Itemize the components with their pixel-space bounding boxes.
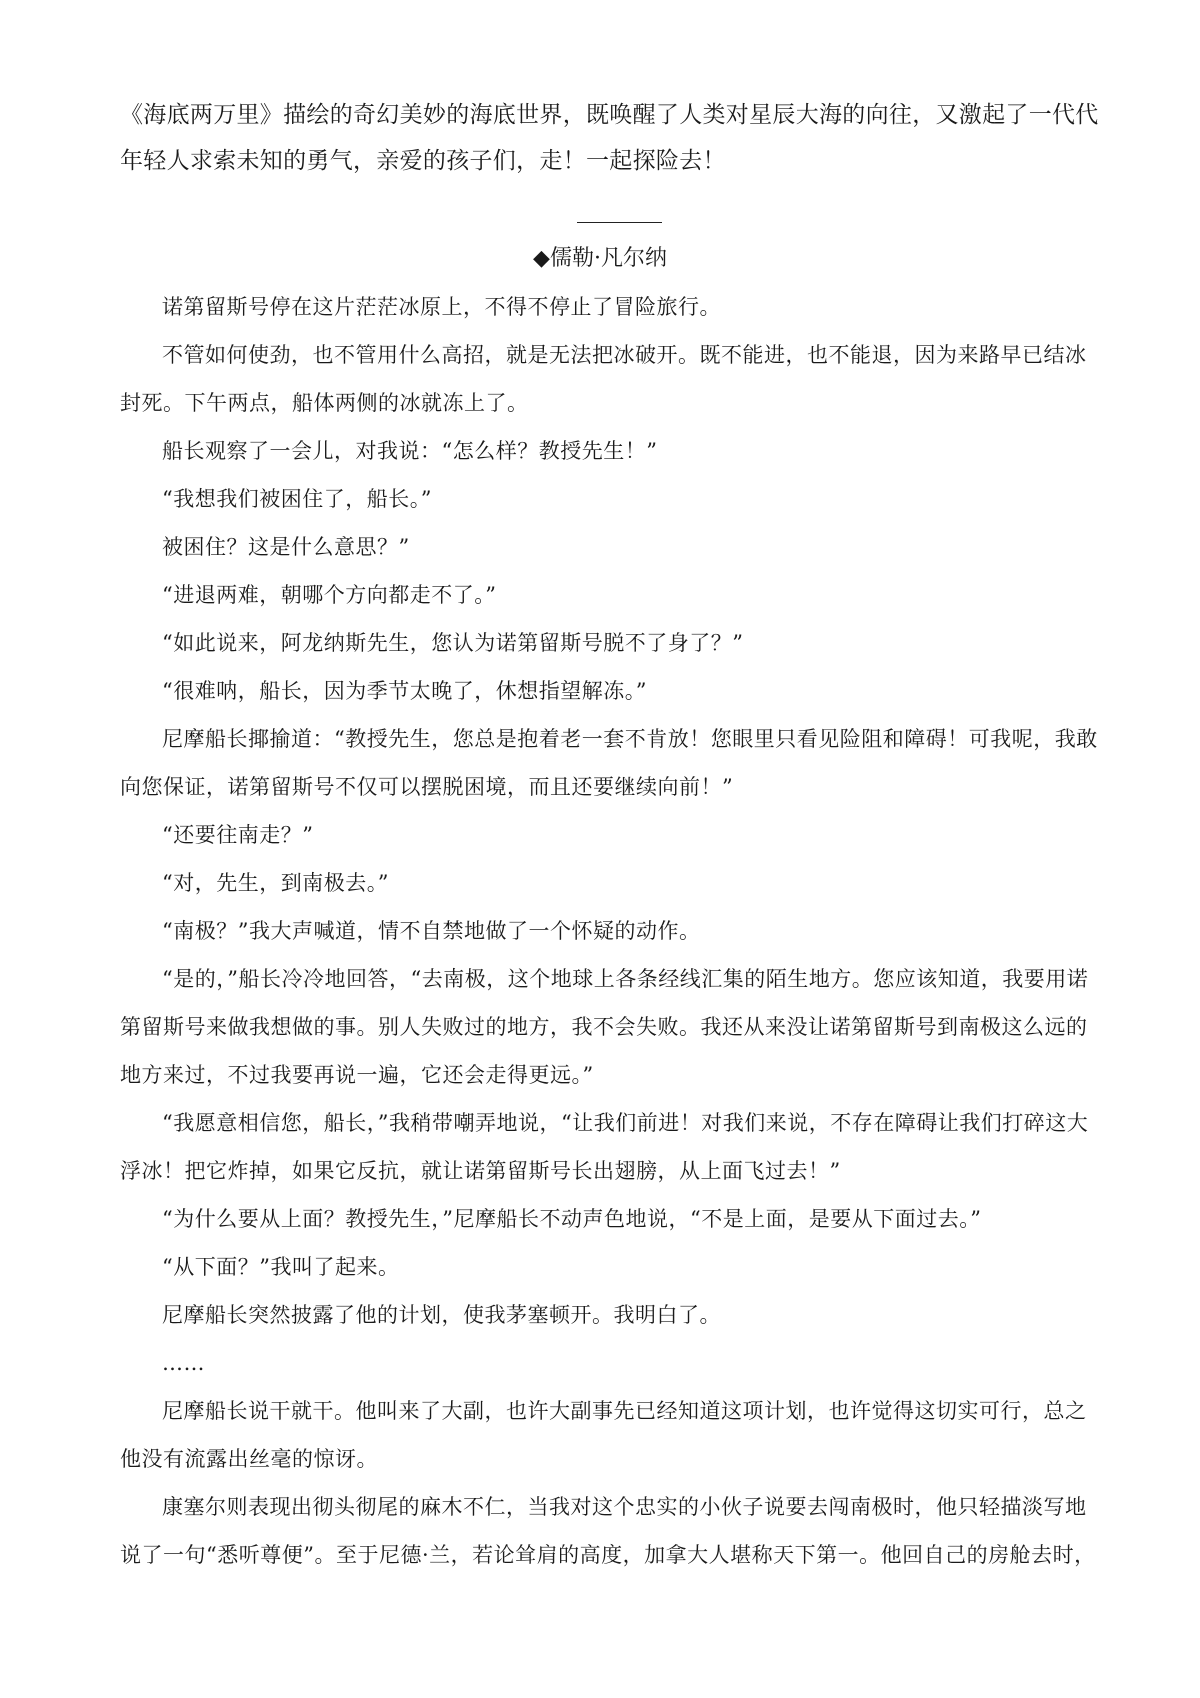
intro-text: 《海底两万里》描绘的奇幻美妙的海底世界，既唤醒了人类对星辰大海的向往，又激起了一代代年轻人求索未知的勇气，亲爱的孩子们，走！一起探险去！ [120,102,1099,174]
paragraph: 尼摩船长说干就干。他叫来了大副，也许大副事先已经知道这项计划，也许觉得这切实可行，总之他没有流露出丝毫的惊讶。 [120,1399,1087,1471]
paragraph: “我想我们被困住了，船长。” [162,487,432,511]
paragraph: “南极？”我大声喊道，情不自禁地做了一个怀疑的动作。 [162,919,701,943]
separator-rule [577,222,662,223]
paragraph: “为什么要从上面？教授先生，”尼摩船长不动声色地说，“不是上面，是要从下面过去。” [162,1207,982,1231]
paragraph: “如此说来，阿龙纳斯先生，您认为诺第留斯号脱不了身了？” [162,631,744,655]
paragraph: “进退两难，朝哪个方向都走不了。” [162,583,497,607]
author-line: ◆儒勒·凡尔纳 [533,246,667,271]
paragraph: “很难呐，船长，因为季节太晚了，休想指望解冻。” [162,679,647,703]
paragraph: “我愿意相信您，船长，”我稍带嘲弄地说，“让我们前进！对我们来说，不存在障碍让我们打碎这大浮冰！把它炸掉，如果它反抗，就让诺第留斯号长出翅膀，从上面飞过去！” [120,1111,1089,1183]
paragraph: “从下面？”我叫了起来。 [162,1255,400,1279]
story-body [120,283,1100,1579]
paragraph: 康塞尔则表现出彻头彻尾的麻木不仁，当我对这个忠实的小伙子说要去闯南极时，他只轻描淡写地说了一句“悉听尊便”。至于尼德·兰，若论耸肩的高度，加拿大人堪称天下第一。他回自己的房舱去时， [120,1495,1096,1567]
paragraph: 尼摩船长突然披露了他的计划，使我茅塞顿开。我明白了。 [162,1303,721,1327]
paragraph: “是的，”船长冷冷地回答，“去南极，这个地球上各条经线汇集的陌生地方。您应该知道，我要用诺第留斯号来做我想做的事。别人失败过的地方，我不会失败。我还从来没让诺第留斯号到南极这么远的地方来过，不过我要再说一遍，它还会走得更远。” [120,967,1089,1087]
paragraph: 尼摩船长揶揄道：“教授先生，您总是抱着老一套不肯放！您眼里只看见险阻和障碍！可我呢，我敢向您保证，诺第留斯号不仅可以摆脱困境，而且还要继续向前！” [120,727,1098,799]
paragraph: 被困住？这是什么意思？” [162,535,410,559]
paragraph: “对，先生，到南极去。” [162,871,389,895]
paragraph: 诺第留斯号停在这片茫茫冰原上，不得不停止了冒险旅行。 [162,295,721,319]
paragraph: “还要往南走？” [162,823,314,847]
intro-paragraph [120,92,1100,184]
paragraph: 船长观察了一会儿，对我说：“怎么样？教授先生！” [162,439,658,463]
ellipsis-paragraph: …… [162,1351,205,1375]
paragraph: 不管如何使劲，也不管用什么高招，就是无法把冰破开。既不能进，也不能退，因为来路早已结冰封死。下午两点，船体两侧的冰就冻上了。 [120,343,1087,415]
